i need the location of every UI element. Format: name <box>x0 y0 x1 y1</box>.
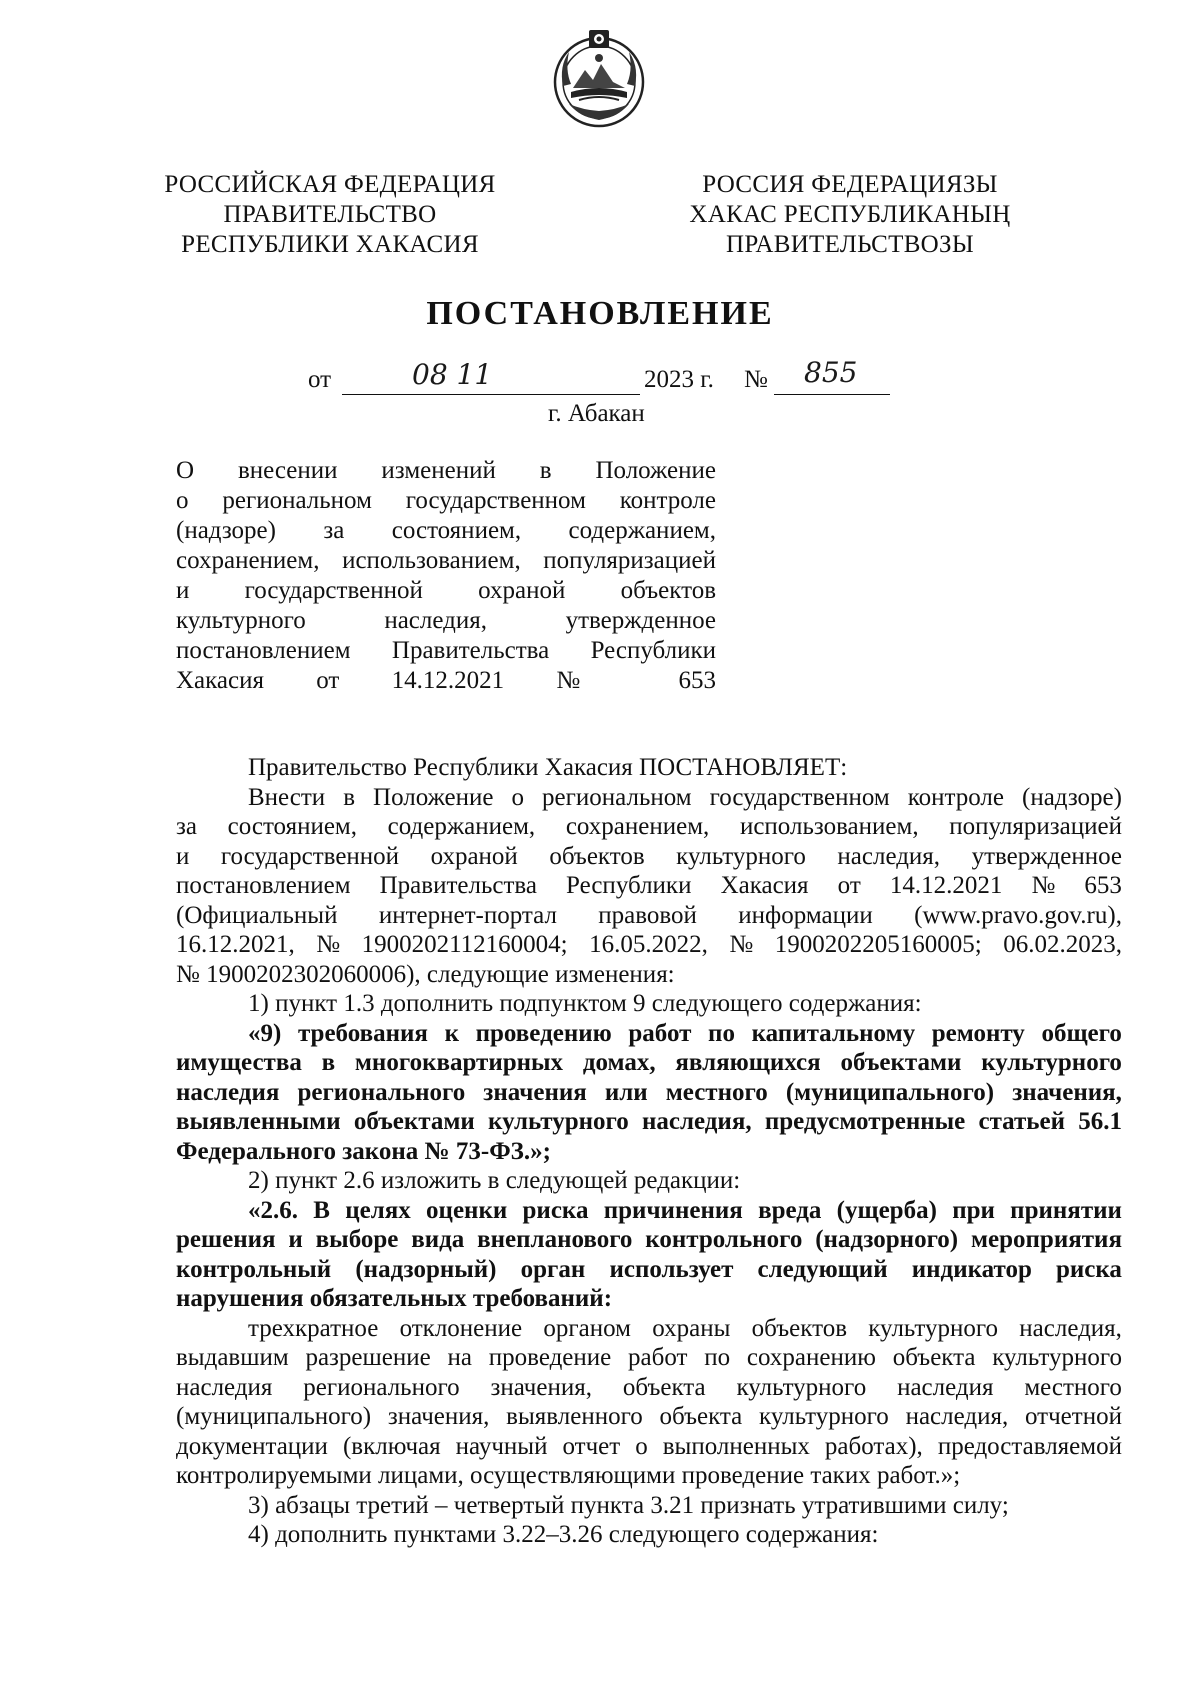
body-word: государственном <box>709 783 890 811</box>
body-word: требования <box>297 1019 428 1047</box>
body-word: домах, <box>582 1049 656 1076</box>
body-word: при <box>952 1196 995 1224</box>
body-word: объектами <box>353 1108 475 1135</box>
body-line <box>176 1225 1122 1255</box>
body-word: интернет-портал <box>378 901 557 929</box>
body-line-words <box>248 1019 1122 1049</box>
body-line <box>176 842 1122 872</box>
subject-word: государственном <box>405 487 586 514</box>
body-word: значения, <box>490 1373 592 1401</box>
body-line <box>176 1432 1122 1462</box>
body-word: местного <box>665 1078 768 1106</box>
body-line <box>176 871 1122 901</box>
body-word: контроле <box>907 783 1004 811</box>
body-line: № 1900202302060006), следующие изменения: <box>176 960 675 988</box>
subject-word: использованием, <box>342 547 521 574</box>
body-word: предоставляемой <box>937 1432 1122 1460</box>
subject-line <box>176 576 716 606</box>
body-word: выявленными <box>176 1108 341 1135</box>
body-word: популяризацией <box>949 813 1122 840</box>
subject-word: содержанием, <box>568 517 716 544</box>
body-word: (ущерба) <box>836 1196 937 1224</box>
body-line <box>176 1402 1122 1432</box>
body-word: культурного <box>981 1049 1122 1076</box>
body-word: работах), <box>824 1432 923 1460</box>
body-word: проведение <box>488 1344 612 1371</box>
body-word: принятии <box>1010 1196 1122 1224</box>
body-word: риска <box>1055 1255 1122 1283</box>
subject-word: за <box>323 517 345 544</box>
body-line-words <box>176 1107 1122 1137</box>
body-word: и <box>288 1226 303 1253</box>
body-line-words <box>176 1225 1122 1255</box>
body-line-words <box>248 783 1122 813</box>
body-word: 06.02.2023, <box>1003 931 1122 958</box>
body-word: культурного <box>868 1314 998 1342</box>
body-word: наследия <box>176 1373 273 1401</box>
subject-word: Положение <box>595 457 716 484</box>
body-word: 653 <box>1084 872 1122 899</box>
body-line-words <box>176 871 1122 901</box>
body-line-words <box>176 1432 1122 1462</box>
subject-line <box>176 666 716 696</box>
subject-word: в <box>539 457 552 484</box>
body-word: сохранением, <box>565 813 710 840</box>
body-word: объектов <box>751 1314 847 1342</box>
body-word: являющихся <box>675 1049 821 1076</box>
body-word: предусмотренные <box>764 1108 966 1135</box>
header-right <box>680 170 1020 260</box>
body-word: информации <box>738 901 873 929</box>
body-line <box>176 930 1122 960</box>
body-word: и <box>176 842 190 870</box>
body-line-words <box>248 1196 1122 1226</box>
subject-word: внесении <box>237 457 338 484</box>
body-word: использует <box>609 1255 734 1283</box>
coat-of-arms-emblem <box>549 26 649 130</box>
body-word: документации <box>176 1432 328 1460</box>
body-line <box>176 1373 1122 1403</box>
body-word: культурного <box>992 1344 1122 1371</box>
body-word: Положение <box>373 783 494 811</box>
body-word: наследия <box>897 1373 994 1401</box>
header-left-line: ПРАВИТЕЛЬСТВО <box>223 201 437 228</box>
body-word: объекта <box>892 1344 976 1371</box>
subject-line <box>176 546 716 576</box>
subject-word: государственной <box>244 577 423 604</box>
body-word: выполненных <box>662 1432 810 1460</box>
body-line-words <box>176 1373 1122 1403</box>
body-word: от <box>837 872 861 899</box>
subject-word: Хакасия от 14.12.2021 № 653 <box>176 667 716 694</box>
subject-word: охраной <box>478 577 566 604</box>
body-word: имущества <box>176 1049 302 1076</box>
body-word: решения <box>176 1226 276 1253</box>
body-word: государственной <box>220 842 400 870</box>
body-word: (надзорный) <box>355 1255 497 1283</box>
body-line <box>176 1107 1122 1137</box>
body-word: № <box>729 931 754 958</box>
body-word: охраной <box>430 842 518 870</box>
body-word: культурного <box>759 1403 889 1430</box>
subject-line <box>176 516 716 546</box>
body-word: проведению <box>475 1019 612 1047</box>
body-word: орган <box>520 1255 586 1283</box>
body-word: утвержденное <box>971 842 1122 870</box>
body-line-words <box>176 1255 1122 1285</box>
body-word: вида <box>411 1226 465 1253</box>
subject-word: изменений <box>381 457 496 484</box>
body-line <box>176 901 1122 931</box>
document-title: ПОСТАНОВЛЕНИЕ <box>426 295 774 332</box>
subject-word: региональном <box>222 487 372 514</box>
body-word: 56.1 <box>1078 1108 1122 1135</box>
document-body <box>176 753 1122 1550</box>
body-word: научный <box>455 1432 548 1460</box>
subject-word: сохранением, <box>176 547 320 574</box>
body-line <box>176 1314 1122 1344</box>
body-word: использованием, <box>739 813 919 840</box>
body-word: культурного <box>676 842 806 870</box>
body-word: отклонение <box>399 1314 523 1342</box>
body-word: «2.6. <box>248 1196 298 1224</box>
body-word: Хакасия <box>720 872 809 899</box>
body-word: 16.05.2022, <box>589 931 708 958</box>
body-word: в <box>321 1049 336 1076</box>
body-line: контролируемыми лицами, осуществляющими проведение таких работ.»; <box>176 1462 961 1489</box>
body-word: выявленного <box>506 1403 643 1430</box>
subject-word: о <box>176 487 189 514</box>
body-word: значения, <box>387 1403 490 1430</box>
header-left <box>160 170 500 260</box>
body-word: региональном <box>542 783 692 811</box>
body-word: по <box>704 1344 731 1371</box>
body-word: 14.12.2021 <box>889 872 1003 899</box>
body-word: причинения <box>603 1196 743 1224</box>
body-word: значения <box>483 1078 587 1106</box>
body-word: культурного <box>488 1108 629 1135</box>
body-word: на <box>447 1344 472 1371</box>
body-line <box>176 812 1122 842</box>
body-word: Республики <box>566 872 692 899</box>
body-word: выборе <box>315 1226 399 1253</box>
body-word: за <box>176 813 197 840</box>
subject-word: наследия, <box>384 607 487 634</box>
body-word: вреда <box>758 1196 822 1224</box>
date-year: 2023 г. <box>644 366 714 393</box>
body-word: «9) <box>248 1019 282 1047</box>
date-from-label: от <box>308 366 332 393</box>
document-subject <box>176 456 716 696</box>
body-word: содержанием, <box>387 813 536 840</box>
body-line <box>176 1078 1122 1108</box>
body-line: Правительство Республики Хакасия ПОСТАНОВЛЯЕТ: <box>248 754 848 781</box>
body-word: ремонту <box>931 1019 1025 1047</box>
body-word: разрешение <box>305 1344 431 1371</box>
body-line-words <box>176 812 1122 842</box>
date-handwritten: 08 11 <box>412 358 493 391</box>
body-line: 1) пункт 1.3 дополнить подпунктом 9 следующего содержания: <box>248 990 922 1017</box>
body-word: отчет <box>562 1432 621 1460</box>
body-word: о <box>635 1432 648 1460</box>
body-line <box>176 783 1122 813</box>
body-word: Правительства <box>379 872 537 899</box>
body-word: работ <box>628 1019 692 1047</box>
body-word: по <box>708 1019 735 1047</box>
body-word: 16.12.2021, <box>176 931 295 958</box>
body-line-words <box>176 1078 1122 1108</box>
body-word: контрольный <box>176 1255 332 1283</box>
body-word: регионального <box>297 1078 466 1106</box>
body-word: объектов <box>549 842 645 870</box>
body-word: значения, <box>1012 1078 1122 1106</box>
body-word: сохранению <box>746 1344 876 1371</box>
body-word: правовой <box>598 901 697 929</box>
body-word: 1900202205160005; <box>774 931 982 958</box>
body-word: (включая <box>342 1432 441 1460</box>
body-word: трехкратное <box>248 1314 379 1342</box>
body-word: объекта <box>622 1373 706 1401</box>
subject-line <box>176 606 716 636</box>
header-left-line: РОССИЙСКАЯ ФЕДЕРАЦИЯ <box>164 171 496 198</box>
body-word: Внести <box>248 783 326 811</box>
body-word: целях <box>345 1196 411 1224</box>
body-word: (Официальный <box>176 901 338 929</box>
body-word: культурного <box>736 1373 867 1401</box>
body-line: нарушения обязательных требований: <box>176 1285 613 1312</box>
body-word: наследия <box>176 1078 280 1106</box>
body-word: контрольного <box>645 1226 803 1253</box>
body-word: выдавшим <box>176 1344 289 1371</box>
body-word: отчетной <box>1025 1403 1122 1430</box>
city: г. Абакан <box>548 400 645 427</box>
body-word: (надзорного) <box>815 1226 959 1253</box>
body-word: о <box>511 783 525 811</box>
subject-word: состоянием, <box>391 517 522 544</box>
body-word: наследия, <box>641 1108 752 1135</box>
body-word: внепланового <box>477 1226 633 1253</box>
body-word: (муниципального) <box>785 1078 995 1106</box>
body-word: следующий <box>757 1255 888 1283</box>
body-line: Федерального закона № 73-ФЗ.»; <box>176 1137 551 1165</box>
body-word: местного <box>1024 1373 1122 1401</box>
body-word: (надзоре) <box>1022 783 1122 811</box>
header-right-line: ПРАВИТЕЛЬСТВОЗЫ <box>726 231 974 258</box>
subject-word: утвержденное <box>565 607 716 634</box>
body-word: риска <box>522 1196 589 1224</box>
body-line <box>176 1048 1122 1078</box>
body-line: 3) абзацы третий – четвертый пункта 3.21 признать утратившими силу; <box>248 1491 1009 1519</box>
body-word: № <box>1031 872 1056 899</box>
subject-word: объектов <box>620 577 716 604</box>
header-right-line: РОССИЯ ФЕДЕРАЦИЯЗЫ <box>702 171 998 198</box>
subject-word: постановлением <box>176 637 351 664</box>
body-word: объектами <box>840 1049 962 1076</box>
body-word: в <box>343 783 356 811</box>
body-line: 4) дополнить пунктами 3.22–3.26 следующего содержания: <box>248 1521 879 1548</box>
body-line <box>176 1019 1122 1049</box>
body-line-words <box>248 1314 1122 1344</box>
body-word: В <box>313 1196 330 1224</box>
body-word: работ <box>628 1344 688 1371</box>
subject-line <box>176 636 716 666</box>
subject-line <box>176 486 716 516</box>
body-word: наследия, <box>905 1403 1009 1430</box>
body-word: общего <box>1041 1019 1122 1047</box>
subject-word: контроле <box>619 487 716 514</box>
body-word: к <box>444 1019 459 1047</box>
body-line: 2) пункт 2.6 изложить в следующей редакции: <box>248 1167 741 1194</box>
header-left-line: РЕСПУБЛИКИ ХАКАСИЯ <box>181 231 479 258</box>
body-word: индикатор <box>911 1255 1032 1283</box>
subject-word: О <box>176 457 195 484</box>
body-word: (муниципального) <box>176 1403 372 1430</box>
subject-word: Республики <box>590 637 716 664</box>
body-word: (www.pravo.gov.ru), <box>914 901 1122 929</box>
body-line-words <box>176 842 1122 872</box>
body-word: органом <box>543 1314 631 1342</box>
body-word: 1900202112160004; <box>361 931 568 958</box>
subject-word: популяризацией <box>543 547 716 574</box>
number-handwritten: 855 <box>804 356 858 389</box>
body-word: состоянием, <box>227 813 357 840</box>
body-line <box>176 1343 1122 1373</box>
body-line-words <box>176 1048 1122 1078</box>
body-word: наследия, <box>837 842 941 870</box>
body-word: охраны <box>652 1314 731 1342</box>
body-word: постановлением <box>176 872 351 899</box>
body-word: № <box>316 931 341 958</box>
body-word: мероприятия <box>971 1226 1122 1253</box>
body-line-words <box>176 930 1122 960</box>
body-word: многоквартирных <box>354 1049 564 1076</box>
body-word: наследия, <box>1019 1314 1122 1342</box>
body-line-words <box>176 901 1122 931</box>
body-line <box>176 1196 1122 1226</box>
body-word: объекта <box>659 1403 743 1430</box>
subject-word: (надзоре) <box>176 517 276 544</box>
body-word: статьей <box>978 1108 1066 1135</box>
body-word: капитальному <box>751 1019 916 1047</box>
body-word: оценки <box>426 1196 508 1224</box>
body-line-words <box>176 1402 1122 1432</box>
subject-word: культурного <box>176 607 306 634</box>
header-right-line: ХАКАС РЕСПУБЛИКАНЫҢ <box>689 201 1011 228</box>
body-word: или <box>604 1078 648 1106</box>
body-line-words <box>176 1343 1122 1373</box>
body-word: регионального <box>303 1373 460 1401</box>
number-label: № <box>744 366 768 393</box>
subject-line <box>176 456 716 486</box>
subject-word: и <box>176 577 190 604</box>
body-line <box>176 1255 1122 1285</box>
subject-word: Правительства <box>391 637 550 664</box>
